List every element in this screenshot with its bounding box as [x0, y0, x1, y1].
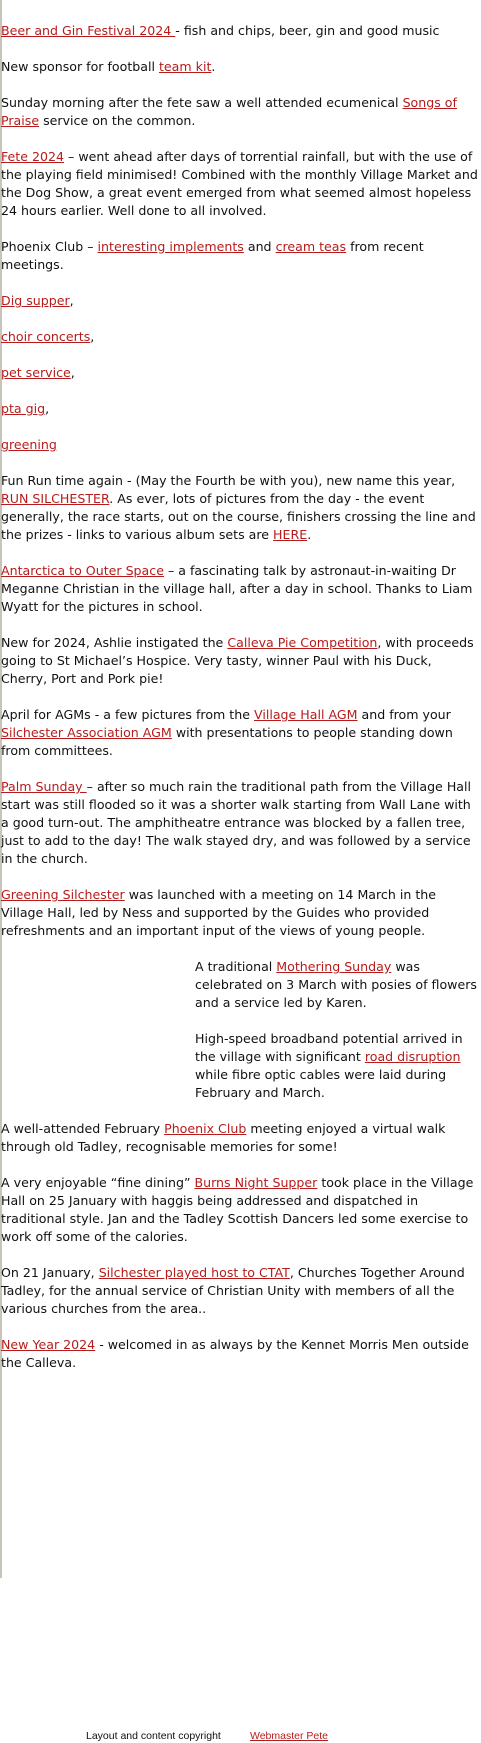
news-item-pta-gig: pta gig, — [1, 401, 50, 416]
run-silchester-link[interactable]: RUN SILCHESTER — [1, 491, 110, 506]
news-item-palm-sunday: Palm Sunday – after so much rain the traditional path from the Village Hall start was still flooded so it was a shorter walk starting from Wall Lane with a good turn-out. The amphitheatre entrance was blocked by a fallen tree, just to add to the day! The walk stayed dry, and was followed by a service in the church. — [1, 779, 471, 866]
ctat-link[interactable]: Silchester played host to CTAT — [98, 1265, 290, 1280]
news-column — [1, 22, 479, 1390]
pie-competition-link[interactable]: Calleva Pie Competition — [227, 635, 378, 650]
news-item-phoenix-february: A well-attended February Phoenix Club meeting enjoyed a virtual walk through old Tadley, recognisable memories for some! — [1, 1121, 446, 1154]
greening-link[interactable]: greening — [1, 437, 57, 452]
cream-teas-link[interactable]: cream teas — [275, 239, 347, 254]
antarctica-link[interactable]: Antarctica to Outer Space — [1, 563, 164, 578]
palm-sunday-link[interactable]: Palm Sunday — [1, 779, 87, 794]
fun-run-albums-link[interactable]: HERE — [273, 527, 308, 542]
news-item-mothering-sunday: A traditional Mothering Sunday was celebrated on 3 March with posies of flowers and a service led by Karen. — [195, 959, 477, 1010]
news-item-pie-competition: New for 2024, Ashlie instigated the Calleva Pie Competition, with proceeds going to St Michael’s Hospice. Very tasty, winner Paul with his Duck, Cherry, Port and Pork pie! — [1, 635, 474, 686]
news-item-phoenix-club: Phoenix Club – interesting implements and cream teas from recent meetings. — [1, 239, 424, 272]
silchester-association-agm-link[interactable]: Silchester Association AGM — [1, 725, 172, 740]
news-item-choir-concerts: choir concerts, — [1, 329, 95, 344]
news-item-ctat: On 21 January, Silchester played host to CTAT, Churches Together Around Tadley, for the annual service of Christian Unity with members of all the various churches from the area.. — [1, 1265, 465, 1316]
webmaster-link[interactable]: Webmaster Pete — [250, 1730, 329, 1742]
mothering-sunday-link[interactable]: Mothering Sunday — [276, 959, 392, 974]
pet-service-link[interactable]: pet service — [1, 365, 71, 380]
news-item-new-year: New Year 2024 - welcomed in as always by the Kennet Morris Men outside the Calleva. — [1, 1337, 469, 1370]
news-item-beer-festival: Beer and Gin Festival 2024 - fish and chips, beer, gin and good music — [1, 23, 440, 38]
road-disruption-link[interactable]: road disruption — [364, 1049, 461, 1064]
team-kit-link[interactable]: team kit — [158, 59, 212, 74]
news-item-songs-of-praise: Sunday morning after the fete saw a well attended ecumenical Songs of Praise service on the common. — [1, 95, 457, 128]
phoenix-club-link[interactable]: Phoenix Club — [164, 1121, 247, 1136]
news-item-fun-run: Fun Run time again - (May the Fourth be with you), new name this year, RUN SILCHESTER. As ever, lots of pictures from the day - the event generally, the race starts, out on the course, finishers crossing the line and the prizes - links to various album sets are HERE. — [1, 473, 476, 542]
news-item-dig-supper: Dig supper, — [1, 293, 74, 308]
burns-night-supper-link[interactable]: Burns Night Supper — [194, 1175, 318, 1190]
news-item-greening — [1, 436, 479, 454]
news-item-pet-service: pet service, — [1, 365, 75, 380]
news-item-antarctica: Antarctica to Outer Space – a fascinating talk by astronaut-in-waiting Dr Meganne Christian in the village hall, after a day in school. Thanks to Liam Wyatt for the pictures in school. — [1, 563, 473, 614]
news-item-sponsor: New sponsor for football team kit. — [1, 59, 216, 74]
songs-of-praise-link[interactable]: Songs of Praise — [1, 95, 457, 128]
pta-gig-link[interactable]: pta gig — [1, 401, 46, 416]
beer-festival-link[interactable]: Beer and Gin Festival 2024 — [1, 23, 176, 38]
fete-link[interactable]: Fete 2024 — [1, 149, 65, 164]
greening-silchester-link[interactable]: Greening Silchester — [1, 887, 125, 902]
dig-supper-link[interactable]: Dig supper — [1, 293, 70, 308]
news-item-broadband: High-speed broadband potential arrived in the village with significant road disruption while fibre optic cables were laid during February and March. — [195, 1031, 463, 1100]
new-year-link[interactable]: New Year 2024 — [1, 1337, 96, 1352]
news-item-fete: Fete 2024 – went ahead after days of torrential rainfall, but with the use of the playing field minimised! Combined with the monthly Village Market and the Dog Show, a great event emerged from what seemed almost hopeless 24 hours earlier. Well done to all involved. — [1, 149, 478, 218]
news-item-greening-silchester: Greening Silchester was launched with a meeting on 14 March in the Village Hall, led by Ness and supported by the Guides who provided refreshments and an important input of the views of young people. — [1, 887, 436, 938]
news-item-burns-night: A very enjoyable “fine dining” Burns Night Supper took place in the Village Hall on 25 January with haggis being addressed and dispatched in traditional style. Jan and the Tadley Scottish Dancers led some exercise to work off some of the calories. — [1, 1175, 474, 1244]
choir-concerts-link[interactable]: choir concerts — [1, 329, 91, 344]
footer-copyright: Layout and content copyright — [86, 1730, 221, 1742]
village-hall-agm-link[interactable]: Village Hall AGM — [253, 707, 358, 722]
interesting-implements-link[interactable]: interesting implements — [97, 239, 244, 254]
news-item-agms: April for AGMs - a few pictures from the Village Hall AGM and from your Silchester Association AGM with presentations to people standing down from committees. — [1, 707, 453, 758]
